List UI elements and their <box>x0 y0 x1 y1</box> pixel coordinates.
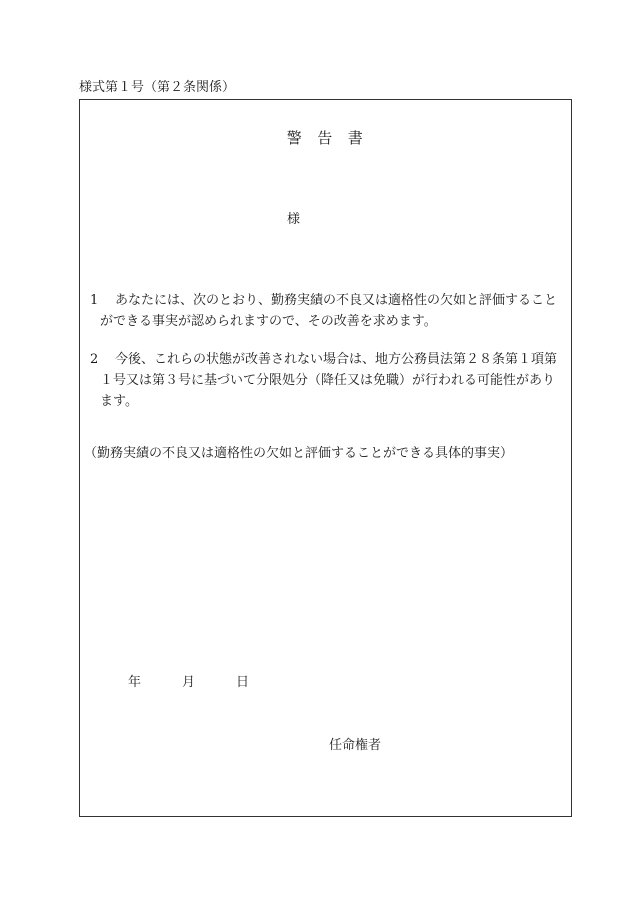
paragraph-2-text-3: ます。 <box>100 394 138 409</box>
paragraph-1-text-1: あなたには、次のとおり、勤務実績の不良又は適格性の欠如と評価すること <box>115 293 558 308</box>
form-number-label: 様式第１号（第２条関係） <box>79 80 236 95</box>
paragraph-2 <box>90 349 564 412</box>
paragraph-1-first-line <box>90 290 564 311</box>
appointing-authority-label: 任命権者 <box>329 738 382 753</box>
day-label: 日 <box>236 675 250 690</box>
date-line <box>128 671 249 690</box>
addressee-suffix: 様 <box>287 212 301 227</box>
title-char-3: 書 <box>347 129 365 147</box>
month-label: 月 <box>182 675 196 690</box>
year-label: 年 <box>128 675 142 690</box>
title-char-2: 告 <box>317 129 334 147</box>
paragraph-2-text-1: 今後、これらの状態が改善されない場合は、地方公務員法第２８条第１項第 <box>115 352 558 367</box>
paragraph-2-first-line <box>90 349 564 370</box>
paragraph-1 <box>90 290 564 332</box>
paragraph-2-text-2: １号又は第３号に基づいて分限処分（降任又は免職）が行われる可能性があり <box>100 373 556 388</box>
paragraph-1-text-2: ができる事実が認められますので、その改善を求めます。 <box>100 314 437 329</box>
title-char-1: 警 <box>286 129 304 147</box>
paragraph-2-number: 2 <box>90 352 99 367</box>
paragraph-1-number: 1 <box>90 293 99 308</box>
document-title <box>80 127 571 148</box>
warning-document-frame <box>79 99 572 817</box>
facts-heading: （勤務実績の不良又は適格性の欠如と評価することができる具体的事実） <box>84 446 514 461</box>
